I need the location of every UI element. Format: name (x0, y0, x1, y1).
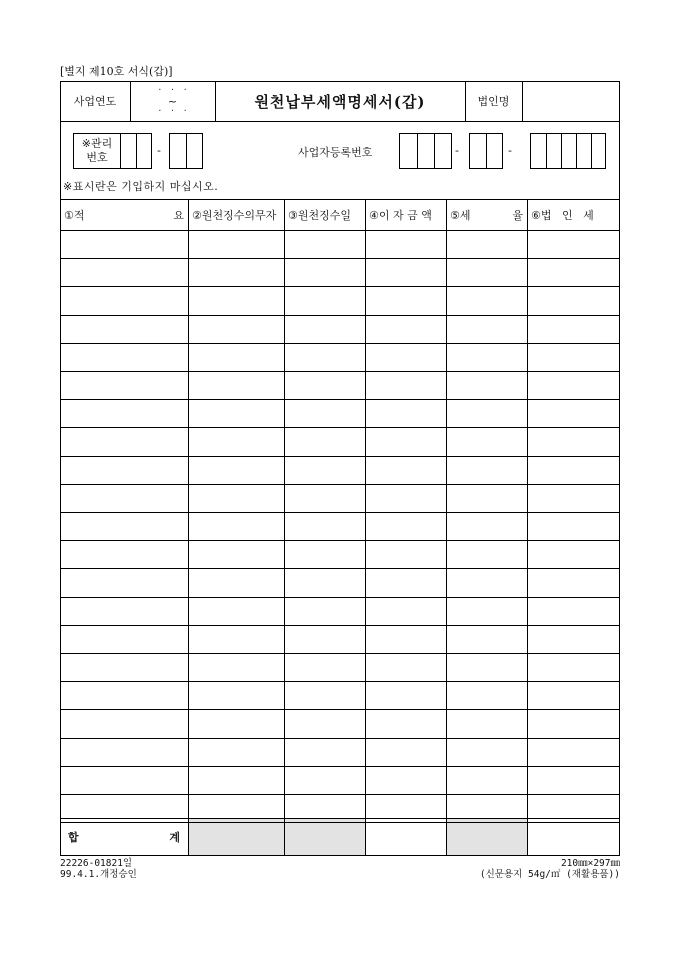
row-divider (60, 597, 620, 598)
shade-col5-total (446, 818, 527, 855)
biz-reg-dash-1: - (455, 144, 459, 157)
mgmt-no-field-2[interactable] (169, 133, 203, 169)
footer-left (60, 858, 137, 880)
mgmt-no-label-box (73, 133, 121, 169)
row-divider (60, 794, 620, 795)
column-header-1 (64, 200, 184, 230)
total-row-label (68, 818, 180, 855)
column-header-4-text: ④이 자 금 액 (369, 209, 432, 222)
mgmt-no-label-1: ※관리 (81, 137, 113, 150)
corp-name-field[interactable] (522, 81, 619, 121)
row-divider (60, 738, 620, 739)
row-divider (60, 709, 620, 710)
column-header-5 (450, 200, 523, 230)
column-divider (284, 200, 285, 855)
row-divider (60, 540, 620, 541)
column-header-6-text: ⑥법 인 세 (531, 209, 594, 222)
column-header-5-text: ⑤세 (450, 209, 471, 222)
row-divider (60, 625, 620, 626)
row-divider (60, 766, 620, 767)
row-divider (60, 230, 620, 231)
form-label: [별지 제10호 서식(갑)] (60, 65, 173, 78)
column-header-2 (192, 200, 280, 230)
mgmt-no-dash: - (157, 144, 161, 157)
column-header-6 (531, 200, 616, 230)
row-divider (60, 568, 620, 569)
paper-size: 210㎜×297㎜ (560, 858, 620, 869)
row-divider (60, 343, 620, 344)
form-title: 원천납부세액명세서(갑) (254, 92, 426, 111)
row-divider (60, 427, 620, 428)
column-header-4 (369, 200, 442, 230)
row-divider (60, 681, 620, 682)
biz-reg-dash-2: - (508, 144, 512, 157)
column-divider (527, 200, 528, 855)
biz-reg-field-3[interactable] (530, 133, 606, 169)
biz-reg-label: 사업자등록번호 (298, 146, 373, 159)
total-label-right: 계 (169, 830, 180, 844)
row-divider (60, 484, 620, 485)
column-header-3 (288, 200, 361, 230)
column-divider (188, 200, 189, 855)
business-year-label: 사업연도 (73, 95, 117, 108)
row-divider (60, 315, 620, 316)
note-text: ※표시란은 기입하지 마십시오. (63, 180, 219, 193)
info-section (60, 122, 620, 200)
paper-spec: (신문용지 54g/㎡ (재활용품)) (479, 869, 620, 880)
mgmt-no-field-1[interactable] (120, 133, 152, 169)
row-divider (60, 258, 620, 259)
column-divider (365, 200, 366, 855)
tax-table (60, 200, 620, 856)
biz-reg-field-2[interactable] (469, 133, 503, 169)
approval-note: 99.4.1.개정승인 (60, 869, 137, 880)
shade-col3-total (284, 818, 365, 855)
column-header-3-text: ③원천징수일 (288, 209, 351, 222)
row-divider (60, 512, 620, 513)
business-year-period[interactable]: · · · ~ · · · (158, 84, 187, 117)
total-label-left: 합 (68, 830, 79, 844)
mgmt-no-label-2: 번호 (86, 151, 108, 164)
column-divider (446, 200, 447, 855)
period-tilde: ~ (167, 94, 178, 108)
row-divider (60, 653, 620, 654)
footer-right (480, 858, 620, 880)
shade-col2-total (188, 818, 284, 855)
column-header-2-text: ②원천징수의무자 (192, 209, 277, 222)
biz-reg-field-1[interactable] (399, 133, 452, 169)
corp-name-label: 법인명 (477, 95, 510, 108)
row-divider (60, 371, 620, 372)
column-header-1-suffix: 요 (173, 209, 184, 222)
row-divider (60, 399, 620, 400)
header-row (60, 81, 620, 122)
column-header-5-suffix: 율 (512, 209, 523, 222)
row-divider (60, 286, 620, 287)
column-header-1-text: ①적 (64, 209, 85, 222)
form-code: 22226-01821일 (60, 858, 133, 869)
row-divider (60, 456, 620, 457)
